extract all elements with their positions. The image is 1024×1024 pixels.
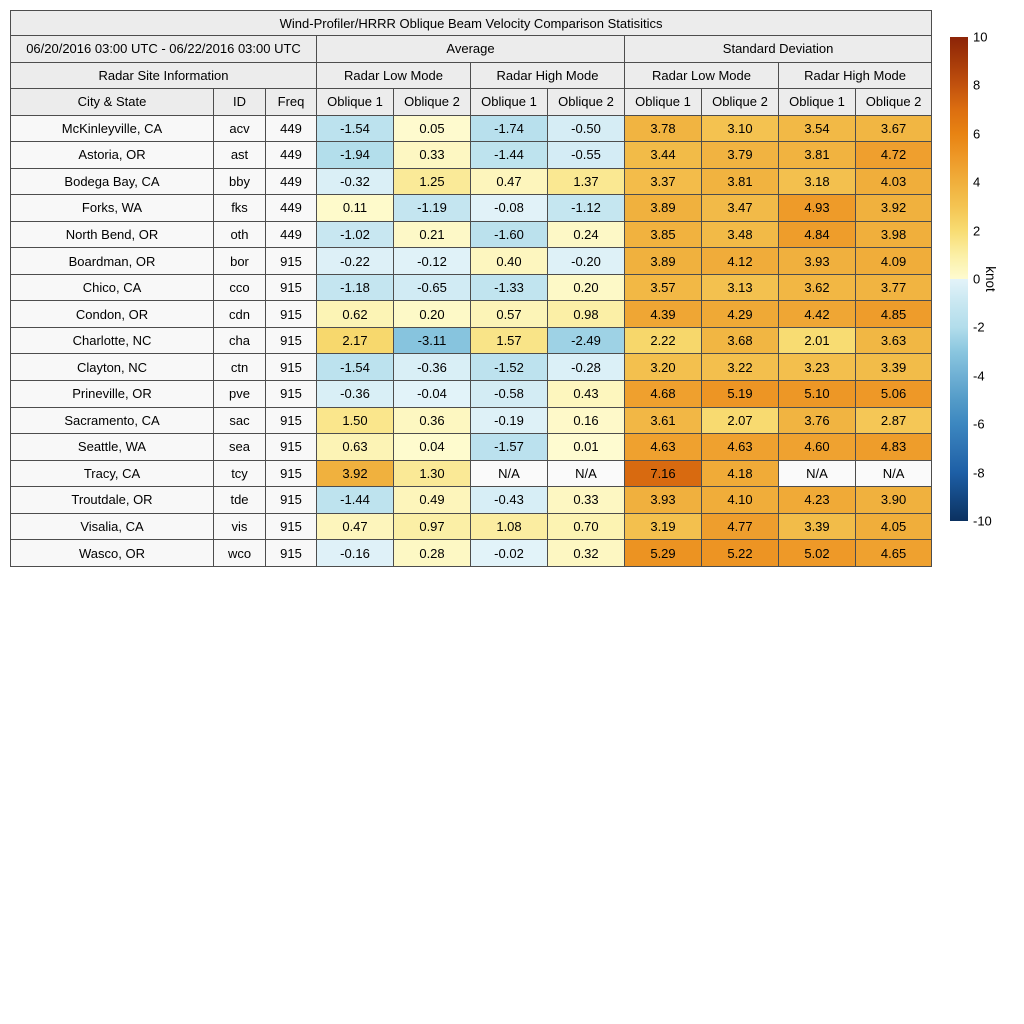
heatmap-cell: 3.78 bbox=[625, 115, 702, 142]
heatmap-cell: 5.19 bbox=[702, 380, 779, 407]
cell-id: sea bbox=[214, 434, 266, 461]
table-row bbox=[11, 274, 932, 301]
cell-id: cha bbox=[214, 327, 266, 354]
heatmap-cell: 4.03 bbox=[856, 168, 932, 195]
heatmap-cell: 3.93 bbox=[625, 487, 702, 514]
statistics-table bbox=[10, 10, 932, 567]
cell-id: bby bbox=[214, 168, 266, 195]
cell-freq: 449 bbox=[266, 168, 317, 195]
heatmap-cell: 2.01 bbox=[779, 327, 856, 354]
cell-id: bor bbox=[214, 248, 266, 275]
cell-city: Clayton, NC bbox=[11, 354, 214, 381]
heatmap-cell: 1.30 bbox=[394, 460, 471, 487]
heatmap-cell: 3.67 bbox=[856, 115, 932, 142]
heatmap-cell: N/A bbox=[856, 460, 932, 487]
heatmap-cell: 4.63 bbox=[702, 434, 779, 461]
cell-freq: 449 bbox=[266, 221, 317, 248]
heatmap-cell: 3.81 bbox=[702, 168, 779, 195]
heatmap-cell: 4.68 bbox=[625, 380, 702, 407]
heatmap-cell: -0.65 bbox=[394, 274, 471, 301]
heatmap-cell: 1.50 bbox=[317, 407, 394, 434]
heatmap-cell: N/A bbox=[548, 460, 625, 487]
heatmap-cell: 3.76 bbox=[779, 407, 856, 434]
heatmap-cell: 4.12 bbox=[702, 248, 779, 275]
heatmap-cell: 5.06 bbox=[856, 380, 932, 407]
heatmap-cell: 0.57 bbox=[471, 301, 548, 328]
cell-city: Sacramento, CA bbox=[11, 407, 214, 434]
col-header-sd-low-oblique1: Oblique 1 bbox=[625, 89, 702, 116]
heatmap-cell: -1.52 bbox=[471, 354, 548, 381]
table-title: Wind-Profiler/HRRR Oblique Beam Velocity Comparison Statisitics bbox=[11, 11, 932, 36]
cell-freq: 915 bbox=[266, 540, 317, 567]
heatmap-cell: -0.12 bbox=[394, 248, 471, 275]
heatmap-cell: 2.07 bbox=[702, 407, 779, 434]
table-row bbox=[11, 248, 932, 275]
heatmap-cell: 3.19 bbox=[625, 513, 702, 540]
heatmap-cell: 2.22 bbox=[625, 327, 702, 354]
heatmap-cell: 0.28 bbox=[394, 540, 471, 567]
heatmap-cell: 0.43 bbox=[548, 380, 625, 407]
heatmap-cell: 3.57 bbox=[625, 274, 702, 301]
colorbar-tick-label: -8 bbox=[973, 465, 985, 481]
heatmap-cell: 3.92 bbox=[856, 195, 932, 222]
table-row bbox=[11, 540, 932, 567]
heatmap-cell: 0.05 bbox=[394, 115, 471, 142]
cell-id: oth bbox=[214, 221, 266, 248]
heatmap-cell: -0.16 bbox=[317, 540, 394, 567]
colorbar-unit-label: knot bbox=[983, 266, 998, 292]
heatmap-cell: 3.77 bbox=[856, 274, 932, 301]
heatmap-cell: 0.49 bbox=[394, 487, 471, 514]
heatmap-cell: 3.68 bbox=[702, 327, 779, 354]
cell-city: Astoria, OR bbox=[11, 142, 214, 169]
cell-freq: 915 bbox=[266, 380, 317, 407]
avg-high-mode-header: Radar High Mode bbox=[471, 62, 625, 89]
table-row bbox=[11, 434, 932, 461]
heatmap-cell: 4.60 bbox=[779, 434, 856, 461]
heatmap-cell: -1.12 bbox=[548, 195, 625, 222]
heatmap-cell: 4.72 bbox=[856, 142, 932, 169]
heatmap-cell: 3.48 bbox=[702, 221, 779, 248]
cell-city: North Bend, OR bbox=[11, 221, 214, 248]
colorbar-tick-label: 6 bbox=[973, 126, 981, 142]
heatmap-cell: -0.50 bbox=[548, 115, 625, 142]
col-header-sd-high-oblique2: Oblique 2 bbox=[856, 89, 932, 116]
heatmap-cell: 0.24 bbox=[548, 221, 625, 248]
cell-city: Seattle, WA bbox=[11, 434, 214, 461]
cell-id: acv bbox=[214, 115, 266, 142]
colorbar-tick-label: 8 bbox=[973, 77, 981, 93]
colorbar-tick-label: 10 bbox=[973, 29, 988, 45]
col-header-city: City & State bbox=[11, 89, 214, 116]
heatmap-cell: -0.08 bbox=[471, 195, 548, 222]
cell-city: Wasco, OR bbox=[11, 540, 214, 567]
heatmap-cell: 3.44 bbox=[625, 142, 702, 169]
cell-id: sac bbox=[214, 407, 266, 434]
heatmap-cell: 4.42 bbox=[779, 301, 856, 328]
heatmap-cell: 4.29 bbox=[702, 301, 779, 328]
heatmap-cell: 1.08 bbox=[471, 513, 548, 540]
heatmap-cell: 3.63 bbox=[856, 327, 932, 354]
heatmap-cell: -1.44 bbox=[317, 487, 394, 514]
cell-id: cco bbox=[214, 274, 266, 301]
heatmap-cell: 0.40 bbox=[471, 248, 548, 275]
heatmap-cell: 5.10 bbox=[779, 380, 856, 407]
heatmap-cell: 4.18 bbox=[702, 460, 779, 487]
heatmap-cell: 3.85 bbox=[625, 221, 702, 248]
table-row bbox=[11, 380, 932, 407]
heatmap-cell: 4.93 bbox=[779, 195, 856, 222]
heatmap-cell: -1.57 bbox=[471, 434, 548, 461]
cell-id: cdn bbox=[214, 301, 266, 328]
heatmap-cell: 0.47 bbox=[317, 513, 394, 540]
cell-freq: 915 bbox=[266, 301, 317, 328]
cell-city: Condon, OR bbox=[11, 301, 214, 328]
heatmap-cell: 3.37 bbox=[625, 168, 702, 195]
heatmap-cell: -1.18 bbox=[317, 274, 394, 301]
heatmap-cell: -3.11 bbox=[394, 327, 471, 354]
heatmap-cell: 3.47 bbox=[702, 195, 779, 222]
cell-city: Forks, WA bbox=[11, 195, 214, 222]
table-row bbox=[11, 195, 932, 222]
colorbar bbox=[950, 29, 1024, 529]
cell-freq: 449 bbox=[266, 195, 317, 222]
heatmap-cell: 3.54 bbox=[779, 115, 856, 142]
cell-id: tde bbox=[214, 487, 266, 514]
table-header bbox=[11, 11, 932, 116]
group-header-row bbox=[11, 36, 932, 63]
col-header-avg-low-oblique1: Oblique 1 bbox=[317, 89, 394, 116]
cell-freq: 915 bbox=[266, 434, 317, 461]
cell-city: Boardman, OR bbox=[11, 248, 214, 275]
sd-high-mode-header: Radar High Mode bbox=[779, 62, 932, 89]
cell-id: wco bbox=[214, 540, 266, 567]
colorbar-tick-label: -4 bbox=[973, 368, 985, 384]
heatmap-cell: 3.98 bbox=[856, 221, 932, 248]
table-row bbox=[11, 487, 932, 514]
cell-id: tcy bbox=[214, 460, 266, 487]
heatmap-cell: 3.39 bbox=[856, 354, 932, 381]
heatmap-cell: 3.79 bbox=[702, 142, 779, 169]
heatmap-cell: 3.20 bbox=[625, 354, 702, 381]
col-header-avg-low-oblique2: Oblique 2 bbox=[394, 89, 471, 116]
cell-city: Troutdale, OR bbox=[11, 487, 214, 514]
cell-id: ast bbox=[214, 142, 266, 169]
col-header-id: ID bbox=[214, 89, 266, 116]
heatmap-cell: N/A bbox=[779, 460, 856, 487]
heatmap-cell: 0.16 bbox=[548, 407, 625, 434]
heatmap-cell: 0.33 bbox=[548, 487, 625, 514]
heatmap-cell: 2.87 bbox=[856, 407, 932, 434]
heatmap-cell: 0.01 bbox=[548, 434, 625, 461]
cell-freq: 915 bbox=[266, 327, 317, 354]
heatmap-cell: 4.84 bbox=[779, 221, 856, 248]
heatmap-cell: 0.97 bbox=[394, 513, 471, 540]
heatmap-cell: -1.44 bbox=[471, 142, 548, 169]
mode-header-row bbox=[11, 62, 932, 89]
heatmap-cell: 0.20 bbox=[548, 274, 625, 301]
cell-city: Tracy, CA bbox=[11, 460, 214, 487]
heatmap-cell: 4.83 bbox=[856, 434, 932, 461]
cell-freq: 915 bbox=[266, 487, 317, 514]
table-row bbox=[11, 327, 932, 354]
heatmap-cell: -0.58 bbox=[471, 380, 548, 407]
heatmap-cell: -1.33 bbox=[471, 274, 548, 301]
col-header-avg-high-oblique1: Oblique 1 bbox=[471, 89, 548, 116]
colorbar-tick-label: -6 bbox=[973, 416, 985, 432]
col-header-freq: Freq bbox=[266, 89, 317, 116]
table-row bbox=[11, 407, 932, 434]
colorbar-gradient bbox=[950, 37, 968, 521]
heatmap-cell: 1.57 bbox=[471, 327, 548, 354]
colorbar-tick-label: 0 bbox=[973, 271, 981, 287]
heatmap-cell: 3.22 bbox=[702, 354, 779, 381]
table-row bbox=[11, 460, 932, 487]
heatmap-cell: 4.63 bbox=[625, 434, 702, 461]
heatmap-cell: 0.11 bbox=[317, 195, 394, 222]
heatmap-cell: 3.18 bbox=[779, 168, 856, 195]
heatmap-cell: -0.32 bbox=[317, 168, 394, 195]
cell-city: Visalia, CA bbox=[11, 513, 214, 540]
heatmap-cell: 5.02 bbox=[779, 540, 856, 567]
table-row bbox=[11, 142, 932, 169]
table-row bbox=[11, 221, 932, 248]
table-row bbox=[11, 115, 932, 142]
heatmap-cell: -1.19 bbox=[394, 195, 471, 222]
cell-city: McKinleyville, CA bbox=[11, 115, 214, 142]
cell-freq: 449 bbox=[266, 142, 317, 169]
cell-id: vis bbox=[214, 513, 266, 540]
heatmap-cell: 1.25 bbox=[394, 168, 471, 195]
heatmap-cell: 3.90 bbox=[856, 487, 932, 514]
heatmap-cell: 4.85 bbox=[856, 301, 932, 328]
column-header-row bbox=[11, 89, 932, 116]
heatmap-cell: 0.47 bbox=[471, 168, 548, 195]
heatmap-cell: 3.23 bbox=[779, 354, 856, 381]
heatmap-cell: 2.17 bbox=[317, 327, 394, 354]
heatmap-cell: 1.37 bbox=[548, 168, 625, 195]
heatmap-cell: -0.36 bbox=[394, 354, 471, 381]
heatmap-cell: -0.55 bbox=[548, 142, 625, 169]
heatmap-cell: -2.49 bbox=[548, 327, 625, 354]
cell-id: fks bbox=[214, 195, 266, 222]
heatmap-cell: 3.62 bbox=[779, 274, 856, 301]
heatmap-cell: -0.43 bbox=[471, 487, 548, 514]
heatmap-cell: -1.54 bbox=[317, 115, 394, 142]
heatmap-cell: 0.33 bbox=[394, 142, 471, 169]
heatmap-cell: -0.22 bbox=[317, 248, 394, 275]
heatmap-cell: 0.20 bbox=[394, 301, 471, 328]
col-header-avg-high-oblique2: Oblique 2 bbox=[548, 89, 625, 116]
heatmap-cell: 4.39 bbox=[625, 301, 702, 328]
heatmap-cell: 3.93 bbox=[779, 248, 856, 275]
cell-city: Prineville, OR bbox=[11, 380, 214, 407]
heatmap-cell: -0.19 bbox=[471, 407, 548, 434]
heatmap-cell: 3.92 bbox=[317, 460, 394, 487]
cell-freq: 915 bbox=[266, 248, 317, 275]
table-row bbox=[11, 301, 932, 328]
colorbar-tick-label: 2 bbox=[973, 223, 981, 239]
heatmap-cell: 3.81 bbox=[779, 142, 856, 169]
heatmap-cell: 3.39 bbox=[779, 513, 856, 540]
heatmap-cell: 5.29 bbox=[625, 540, 702, 567]
heatmap-cell: 0.98 bbox=[548, 301, 625, 328]
cell-freq: 449 bbox=[266, 115, 317, 142]
group-header-average: Average bbox=[317, 36, 625, 63]
table-body bbox=[11, 115, 932, 566]
heatmap-cell: 4.09 bbox=[856, 248, 932, 275]
cell-city: Bodega Bay, CA bbox=[11, 168, 214, 195]
heatmap-cell: -1.60 bbox=[471, 221, 548, 248]
heatmap-cell: -1.02 bbox=[317, 221, 394, 248]
col-header-sd-high-oblique1: Oblique 1 bbox=[779, 89, 856, 116]
cell-freq: 915 bbox=[266, 460, 317, 487]
heatmap-cell: -1.74 bbox=[471, 115, 548, 142]
heatmap-cell: 4.65 bbox=[856, 540, 932, 567]
site-info-header: Radar Site Information bbox=[11, 62, 317, 89]
colorbar-tick-label: -2 bbox=[973, 319, 985, 335]
heatmap-cell: 0.21 bbox=[394, 221, 471, 248]
cell-city: Chico, CA bbox=[11, 274, 214, 301]
heatmap-cell: 0.04 bbox=[394, 434, 471, 461]
heatmap-cell: 4.05 bbox=[856, 513, 932, 540]
heatmap-cell: 0.70 bbox=[548, 513, 625, 540]
colorbar-tick-label: 4 bbox=[973, 174, 981, 190]
heatmap-cell: 3.89 bbox=[625, 248, 702, 275]
heatmap-cell: 4.77 bbox=[702, 513, 779, 540]
title-row bbox=[11, 11, 932, 36]
heatmap-cell: -0.04 bbox=[394, 380, 471, 407]
heatmap-cell: N/A bbox=[471, 460, 548, 487]
date-range: 06/20/2016 03:00 UTC - 06/22/2016 03:00 UTC bbox=[11, 36, 317, 63]
sd-low-mode-header: Radar Low Mode bbox=[625, 62, 779, 89]
heatmap-cell: 0.62 bbox=[317, 301, 394, 328]
heatmap-cell: 4.23 bbox=[779, 487, 856, 514]
cell-city: Charlotte, NC bbox=[11, 327, 214, 354]
cell-id: pve bbox=[214, 380, 266, 407]
heatmap-cell: -1.94 bbox=[317, 142, 394, 169]
heatmap-cell: 3.89 bbox=[625, 195, 702, 222]
heatmap-cell: 3.10 bbox=[702, 115, 779, 142]
cell-freq: 915 bbox=[266, 354, 317, 381]
heatmap-cell: 3.61 bbox=[625, 407, 702, 434]
heatmap-cell: 0.36 bbox=[394, 407, 471, 434]
heatmap-cell: -0.02 bbox=[471, 540, 548, 567]
heatmap-cell: -0.36 bbox=[317, 380, 394, 407]
table-row bbox=[11, 168, 932, 195]
cell-id: ctn bbox=[214, 354, 266, 381]
avg-low-mode-header: Radar Low Mode bbox=[317, 62, 471, 89]
table-row bbox=[11, 513, 932, 540]
heatmap-cell: 0.63 bbox=[317, 434, 394, 461]
cell-freq: 915 bbox=[266, 513, 317, 540]
group-header-standard-deviation: Standard Deviation bbox=[625, 36, 932, 63]
cell-freq: 915 bbox=[266, 274, 317, 301]
heatmap-cell: 3.13 bbox=[702, 274, 779, 301]
col-header-sd-low-oblique2: Oblique 2 bbox=[702, 89, 779, 116]
heatmap-cell: -0.28 bbox=[548, 354, 625, 381]
heatmap-cell: 7.16 bbox=[625, 460, 702, 487]
heatmap-cell: 5.22 bbox=[702, 540, 779, 567]
cell-freq: 915 bbox=[266, 407, 317, 434]
table-row bbox=[11, 354, 932, 381]
heatmap-cell: 4.10 bbox=[702, 487, 779, 514]
heatmap-cell: 0.32 bbox=[548, 540, 625, 567]
colorbar-tick-label: -10 bbox=[973, 513, 992, 529]
heatmap-cell: -0.20 bbox=[548, 248, 625, 275]
heatmap-cell: -1.54 bbox=[317, 354, 394, 381]
